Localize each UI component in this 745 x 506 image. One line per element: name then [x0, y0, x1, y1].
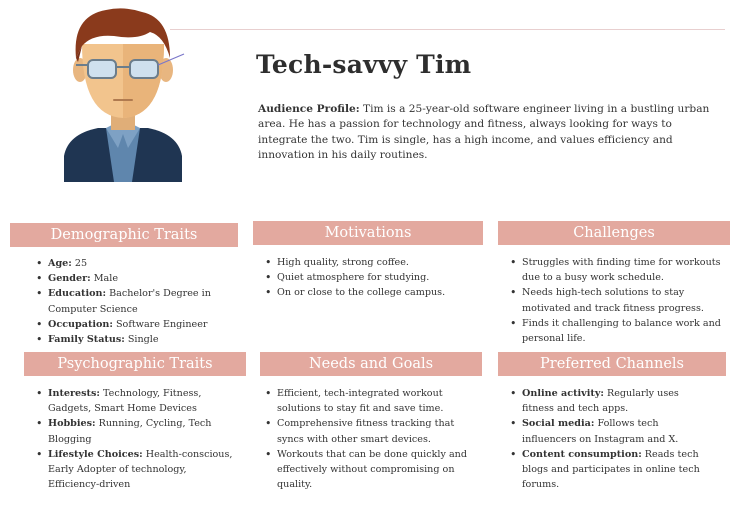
- man-avatar-icon: [58, 6, 188, 182]
- demographic-traits-list: [34, 256, 244, 347]
- challenges-list: [508, 255, 730, 346]
- list-item: • Education: Bachelor's Degree in Computer Science: [34, 286, 244, 316]
- list-item: • Quiet atmosphere for studying.: [263, 270, 483, 285]
- audience-profile-label: Audience Profile:: [258, 103, 360, 115]
- list-item: • Comprehensive fitness tracking that syncs with other smart devices.: [263, 416, 481, 446]
- list-item: • Needs high-tech solutions to stay motivated and track fitness progress.: [508, 285, 730, 315]
- list-item: • Efficient, tech-integrated workout solutions to stay fit and save time.: [263, 386, 481, 416]
- list-item: • Interests: Technology, Fitness, Gadgets, Smart Home Devices: [34, 386, 234, 416]
- list-item: • On or close to the college campus.: [263, 285, 483, 300]
- list-item: • Social media: Follows tech influencers on Instagram and X.: [508, 416, 708, 446]
- banner-demographic-traits: Demographic Traits: [10, 223, 238, 247]
- list-item: • Struggles with finding time for workouts due to a busy work schedule.: [508, 255, 730, 285]
- banner-psychographic-traits: Psychographic Traits: [24, 352, 246, 376]
- list-item: • High quality, strong coffee.: [263, 255, 483, 270]
- list-item: • Content consumption: Reads tech blogs and participates in online tech forums.: [508, 447, 708, 493]
- list-item: • Gender: Male: [34, 271, 244, 286]
- psychographic-traits-list: [34, 386, 234, 492]
- list-item: • Occupation: Software Engineer: [34, 317, 244, 332]
- preferred-channels-list: [508, 386, 708, 492]
- needs-and-goals-list: [263, 386, 481, 492]
- banner-needs-and-goals: Needs and Goals: [260, 352, 482, 376]
- motivations-list: [263, 255, 483, 301]
- list-item: • Finds it challenging to balance work and personal life.: [508, 316, 730, 346]
- persona-name: Tech-savvy Tim: [256, 50, 472, 79]
- audience-profile: [258, 102, 718, 164]
- audience-profile-text: Tim is a 25-year-old software engineer living in a bustling urban area. He has a passion for technology and fitness, always looking for ways to integrate the two. Tim is single, has a high income, and values efficiency and innovation in his daily routines.: [258, 103, 710, 162]
- list-item: • Family Status: Single: [34, 332, 244, 347]
- banner-preferred-channels: Preferred Channels: [498, 352, 726, 376]
- list-item: • Online activity: Regularly uses fitness and tech apps.: [508, 386, 708, 416]
- list-item: • Workouts that can be done quickly and effectively without compromising on quality.: [263, 447, 481, 493]
- banner-motivations: Motivations: [253, 221, 483, 245]
- list-item: • Lifestyle Choices: Health-conscious, Early Adopter of technology, Efficiency-driven: [34, 447, 234, 493]
- header-divider: [170, 29, 725, 30]
- list-item: • Age: 25: [34, 256, 244, 271]
- list-item: • Hobbies: Running, Cycling, Tech Blogging: [34, 416, 234, 446]
- banner-challenges: Challenges: [498, 221, 730, 245]
